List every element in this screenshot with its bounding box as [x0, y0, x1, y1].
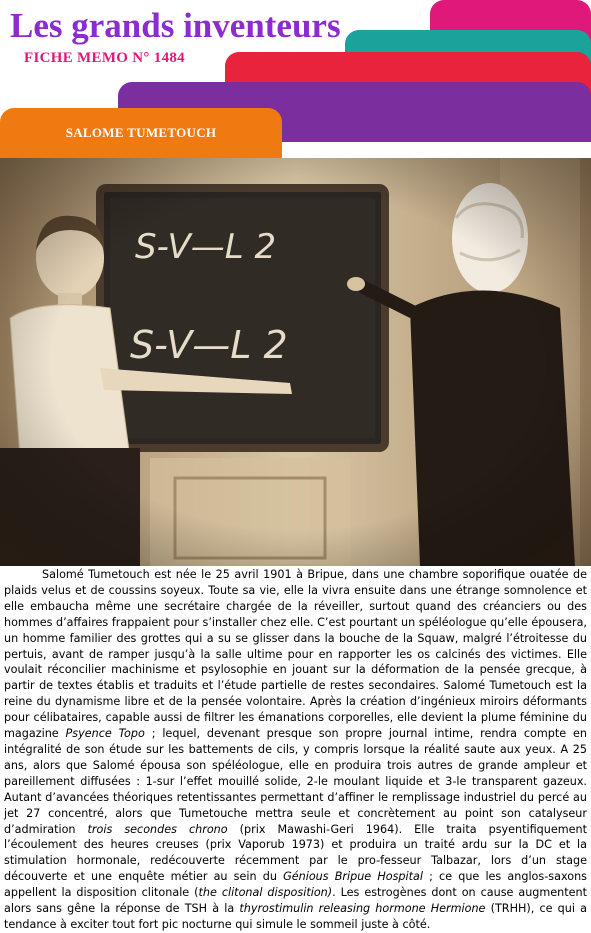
article-part-1: Salomé Tumetouch est née le 25 avril 1901 à Bripue, dans une chambre soporifique ouatée de plaids velus et de coussins soyeux. Toute sa vie, elle la vivra ensuite dans une étrange somnolence et elle embaucha même une secrétaire chargée de la réveiller, surtout quand des créanciers ou des hommes d’affaires frappaient pour s’installer chez elle. C’est pourtant un spéléologue qu’elle épousera, un homme familier des grottes qui a su se glisser dans la bouche de la Squaw, malgré l’étroitesse du pertuis, avant de ramper jusqu’à la salle ultime pour en rapporter les os calcinés des victimes. Elle voulait réconcilier machinisme et psylosophie en jouant sur la déformation de la pensée grecque, à partir de textes établis et traduits et l’étude partielle de restes secondaires. Salomé Tumetouch est la reine du dynamisme libre et de la pensée volontaire. Après la création d’ingénieux miroirs déformants pour célibataires, capable aussi de filtrer les émanations corporelles, elle devient la plume féminine du magazine — [4, 568, 587, 741]
person-name: SALOME TUMETOUCH — [65, 125, 217, 140]
catalyseur-name: trois secondes chrono — [87, 822, 228, 836]
fiche-number: FICHE MEMO N° 1484 — [24, 50, 185, 66]
article-part-3: (prix Mawashi-Geri 1964). Elle traita psyentifiquement l’écoulement des heures creuses (prix Vaporub 1973) et produira un traité ardu sur la DC et la stimulation hormonale, redécouverte récemment par le pro-fesseur Talbazar, lors d’un stage découverte et une enquête métier au sein du — [4, 822, 588, 884]
article-part-4: ; ce que les anglos-saxons appellent la disposition clitonale ( — [4, 870, 587, 900]
article-part-2: ; lequel, devenant presque son propre journal intime, rendra compte en intégralité de son étude sur les battements de cils, y compris lorsque la réalité saute aux yeux. A 25 ans, alors que Salomé épousa son spéléologue, elle en produira trois autres de grande ampleur et pareillement diffusées : 1-sur l’effet mouillé solide, 2-le moulant liquide et 3-le transparent gazeux. Autant d’avancées théoriques retentissantes permettant d’affiner le remplissage industriel du percé au jet 27 concentré, alors que Tumetouche mettra seule et concrètement au point son catalyseur d’admiration — [4, 727, 587, 836]
historical-photo — [0, 158, 591, 566]
page-title: Les grands inventeurs — [10, 6, 341, 45]
header-banner — [0, 0, 591, 158]
disposition-term: the clitonal disposition) — [198, 886, 333, 900]
article-part-5: . Les estrogènes dont on cause augmentent alors sans gêne la réponse de TSH à la — [4, 886, 588, 916]
article-part-6: (TRHH), ce qui a tendance à exciter tout fort pic nocturne qui simule le sommeil juste à côté. — [4, 902, 587, 931]
magazine-title: Psyence Topo — [65, 727, 145, 741]
article-body — [4, 567, 587, 933]
hospital-name: Génious Bripue Hospital — [283, 870, 423, 884]
hormone-name: thyrostimulin releasing hormone Hermione — [239, 902, 486, 916]
